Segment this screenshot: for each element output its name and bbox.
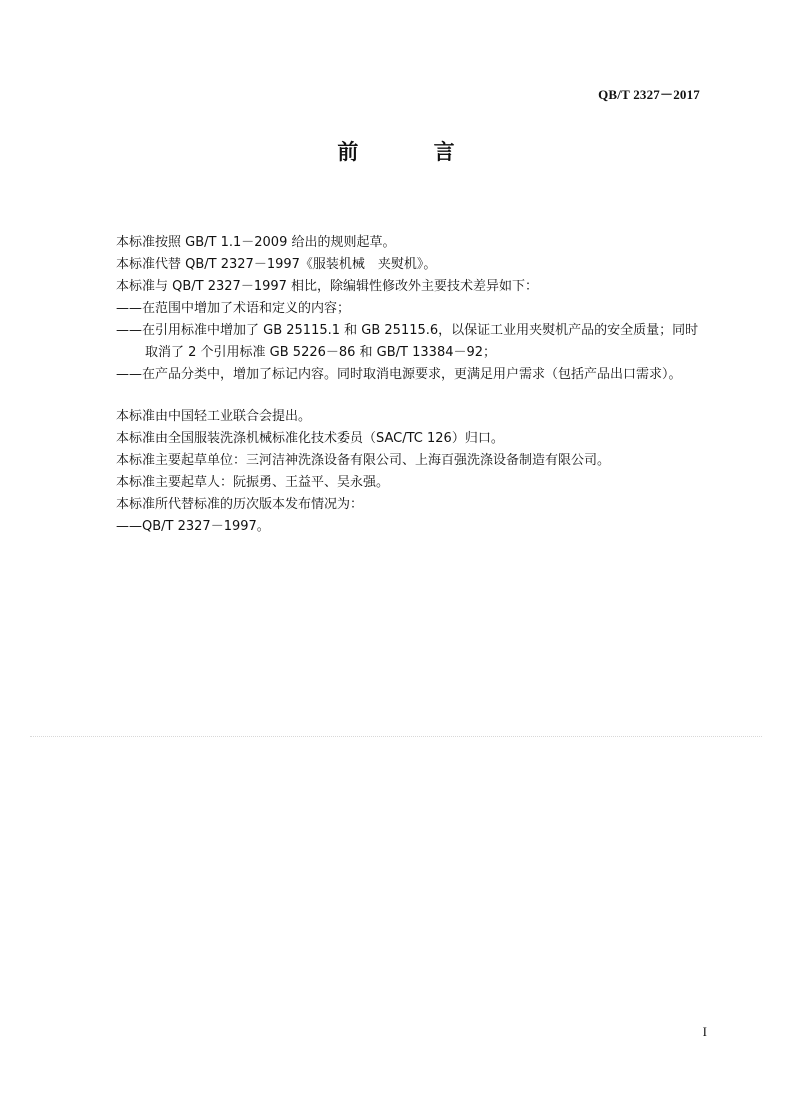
standard-code: QB/T 2327－2017 — [598, 87, 700, 102]
foreword-body — [116, 232, 726, 538]
list-item-references: ——在引用标准中增加了 GB 25115.1 和 GB 25115.6，以保证工业用夹熨机产品的安全质量；同时 — [116, 323, 699, 338]
list-item-previous-edition: ——QB/T 2327－1997。 — [116, 519, 270, 534]
paragraph-previous-editions: 本标准所代替标准的历次版本发布情况为： — [116, 497, 364, 512]
paragraph-drafting-rules: 本标准按照 GB/T 1.1－2009 给出的规则起草。 — [116, 235, 396, 250]
paragraph-gap — [116, 386, 726, 406]
paragraph-under-jurisdiction: 本标准由全国服装洗涤机械标准化技术委员（SAC/TC 126）归口。 — [116, 431, 504, 446]
paragraph-differences-intro: 本标准与 QB/T 2327－1997 相比，除编辑性修改外主要技术差异如下： — [116, 279, 539, 294]
list-item-references-continued: 取消了 2 个引用标准 GB 5226－86 和 GB/T 13384－92； — [145, 345, 497, 360]
paragraph-drafters: 本标准主要起草人：阮振勇、王益平、吴永强。 — [116, 475, 390, 490]
dotted-divider — [30, 736, 762, 737]
paragraph-proposed-by: 本标准由中国轻工业联合会提出。 — [116, 409, 312, 424]
list-item-scope: ——在范围中增加了术语和定义的内容； — [116, 301, 351, 316]
page-title: 前 言 — [337, 140, 489, 164]
list-item-classification: ——在产品分类中，增加了标记内容。同时取消电源要求，更满足用户需求（包括产品出口需求）。 — [116, 367, 682, 382]
paragraph-replaces: 本标准代替 QB/T 2327－1997《服装机械 夹熨机》。 — [116, 257, 437, 272]
paragraph-drafting-organizations: 本标准主要起草单位：三河洁神洗涤设备有限公司、上海百强洗涤设备制造有限公司。 — [116, 453, 611, 468]
page-number: I — [702, 1024, 707, 1039]
